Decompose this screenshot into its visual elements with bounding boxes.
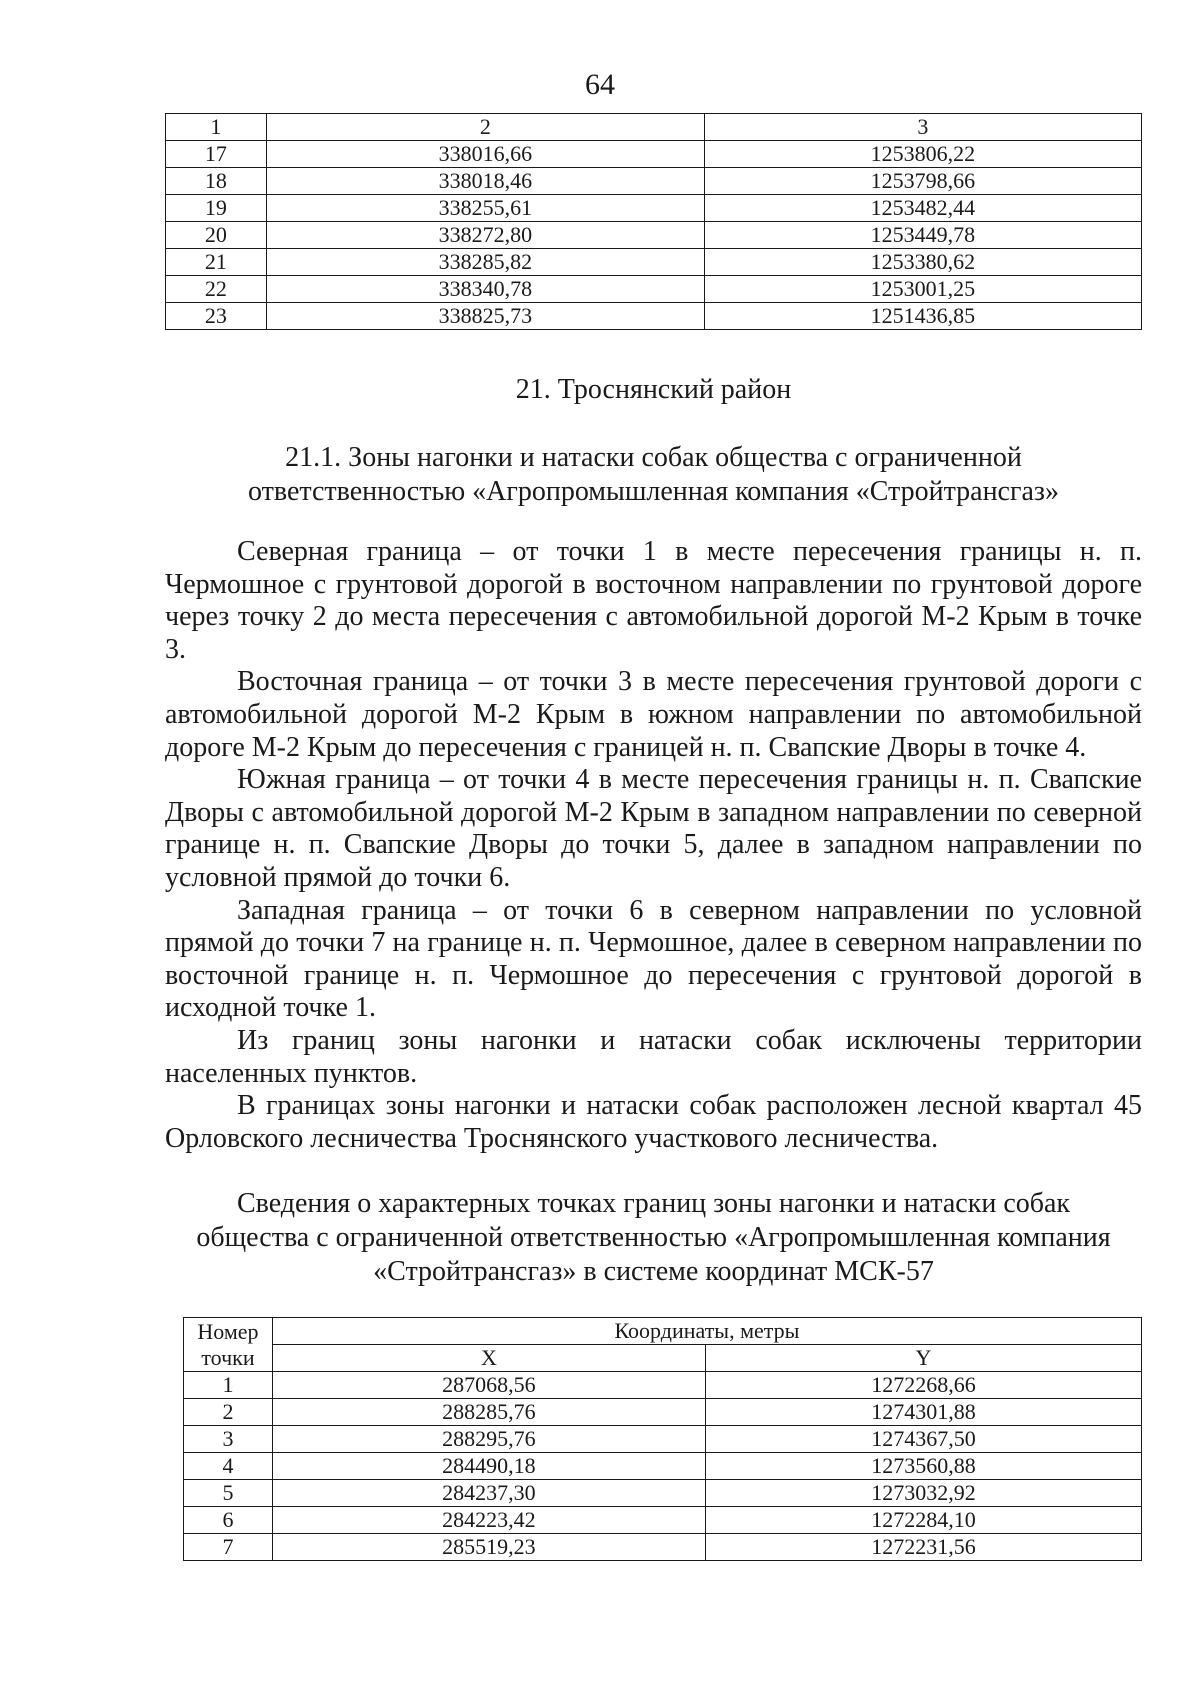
y-coordinate-cell: 1251436,85	[704, 303, 1141, 330]
table-row	[166, 195, 1142, 222]
x-coordinate-cell: 288285,76	[272, 1399, 705, 1426]
y-coordinate-cell: 1253482,44	[704, 195, 1141, 222]
table-header-row	[166, 114, 1142, 141]
table-caption-line: общества с ограниченной ответственностью «Агропромышленная компания	[196, 1222, 1111, 1253]
table-row	[166, 168, 1142, 195]
x-coordinate-cell: 284223,42	[272, 1507, 705, 1534]
south-boundary-paragraph: Южная граница – от точки 4 в месте пересечения границы н. п. Свапские Дворы с автомобильной дорогой М-2 Крым в западном направлении по северной границе н. п. Свапские Дворы до точки 5, далее в западном направлении по условной прямой до точки 6.	[165, 764, 1142, 893]
x-coordinate-cell: 338272,80	[266, 222, 704, 249]
point-number-cell: 19	[166, 195, 267, 222]
table-caption	[165, 1187, 1142, 1289]
point-number-cell: 3	[184, 1426, 273, 1453]
table-row	[166, 303, 1142, 330]
point-number-cell: 20	[166, 222, 267, 249]
point-number-cell: 7	[184, 1534, 273, 1561]
boundary-description	[165, 536, 1142, 1155]
point-number-header-line: точки	[201, 1344, 255, 1370]
x-coordinate-cell: 338340,78	[266, 276, 704, 303]
table-row	[184, 1453, 1142, 1480]
subsection-title	[165, 441, 1142, 509]
section-title: 21. Троснянский район	[515, 374, 792, 405]
subsection-title-line: ответственностью «Агропромышленная компания «Стройтрансгаз»	[248, 476, 1059, 507]
x-coordinate-cell: 287068,56	[272, 1372, 705, 1399]
west-boundary-paragraph: Западная граница – от точки 6 в северном направлении по условной прямой до точки 7 на границе н. п. Чермошное, далее в северном направлении по восточной границе н. п. Чермошное до пересечения с грунтовой дорогой в исходной точке 1.	[165, 894, 1142, 1024]
point-number-header-line: Номер	[197, 1318, 259, 1344]
table-row	[166, 276, 1142, 303]
point-number-cell: 1	[184, 1372, 273, 1399]
table-row	[184, 1534, 1142, 1561]
table-row	[184, 1507, 1142, 1534]
table-row	[184, 1426, 1142, 1453]
y-coordinate-cell: 1273032,92	[705, 1480, 1141, 1507]
x-coordinate-cell: 288295,76	[272, 1426, 705, 1453]
north-boundary-paragraph: Северная граница – от точки 1 в месте пересечения границы н. п. Чермошное с грунтовой дорогой в восточном направлении по грунтовой дороге через точку 2 до места пересечения с автомобильной дорогой М-2 Крым в точке 3.	[165, 536, 1142, 665]
x-coordinate-cell: 284490,18	[272, 1453, 705, 1480]
y-header: Y	[705, 1345, 1141, 1372]
exclusions-paragraph: Из границ зоны нагонки и натаски собак исключены территории населенных пунктов.	[165, 1024, 1142, 1089]
table-header-row	[184, 1318, 1142, 1345]
point-number-cell: 18	[166, 168, 267, 195]
x-coordinate-cell: 285519,23	[272, 1534, 705, 1561]
table-caption-line: Сведения о характерных точках границ зоны нагонки и натаски собак	[236, 1188, 1071, 1219]
x-coordinate-cell: 338285,82	[266, 249, 704, 276]
point-number-cell: 4	[184, 1453, 273, 1480]
table-header-cell: 1	[166, 114, 267, 141]
y-coordinate-cell: 1272284,10	[705, 1507, 1141, 1534]
table-caption-line: «Стройтрансгаз» в системе координат МСК-57	[373, 1256, 934, 1287]
forest-quarter-paragraph: В границах зоны нагонки и натаски собак расположен лесной квартал 45 Орловского лесничества Троснянского участкового лесничества.	[165, 1090, 1142, 1154]
x-coordinate-cell: 338018,46	[266, 168, 704, 195]
table-row	[184, 1372, 1142, 1399]
point-number-cell: 21	[166, 249, 267, 276]
y-coordinate-cell: 1253806,22	[704, 141, 1141, 168]
point-number-cell: 23	[166, 303, 267, 330]
y-coordinate-cell: 1253798,66	[704, 168, 1141, 195]
x-coordinate-cell: 284237,30	[272, 1480, 705, 1507]
y-coordinate-cell: 1272268,66	[705, 1372, 1141, 1399]
table-header-cell: 3	[704, 114, 1141, 141]
y-coordinate-cell: 1274301,88	[705, 1399, 1141, 1426]
point-number-cell: 22	[166, 276, 267, 303]
point-number-cell: 5	[184, 1480, 273, 1507]
x-coordinate-cell: 338255,61	[266, 195, 704, 222]
table-row	[184, 1480, 1142, 1507]
coordinates-header: Координаты, метры	[272, 1318, 1141, 1345]
table-row	[166, 249, 1142, 276]
point-number-header	[184, 1318, 273, 1372]
y-coordinate-cell: 1273560,88	[705, 1453, 1141, 1480]
subsection-title-line: 21.1. Зоны нагонки и натаски собак общества с ограниченной	[285, 442, 1022, 473]
page-number: 64	[585, 68, 615, 101]
y-coordinate-cell: 1253449,78	[704, 222, 1141, 249]
east-boundary-paragraph: Восточная граница – от точки 3 в месте пересечения грунтовой дороги с автомобильной дорогой М-2 Крым в южном направлении по автомобильной дороге М-2 Крым до пересечения с границей н. п. Свапские Дворы в точке 4.	[165, 666, 1142, 763]
table-header-cell: 2	[266, 114, 704, 141]
continued-coordinates-table	[165, 113, 1142, 330]
point-number-cell: 2	[184, 1399, 273, 1426]
x-coordinate-cell: 338825,73	[266, 303, 704, 330]
x-header: X	[272, 1345, 705, 1372]
point-number-cell: 6	[184, 1507, 273, 1534]
table-row	[166, 222, 1142, 249]
characteristic-points-table	[183, 1317, 1142, 1561]
y-coordinate-cell: 1272231,56	[705, 1534, 1141, 1561]
x-coordinate-cell: 338016,66	[266, 141, 704, 168]
table-header-row	[184, 1345, 1142, 1372]
y-coordinate-cell: 1253380,62	[704, 249, 1141, 276]
point-number-cell: 17	[166, 141, 267, 168]
y-coordinate-cell: 1274367,50	[705, 1426, 1141, 1453]
table-row	[184, 1399, 1142, 1426]
y-coordinate-cell: 1253001,25	[704, 276, 1141, 303]
table-row	[166, 141, 1142, 168]
